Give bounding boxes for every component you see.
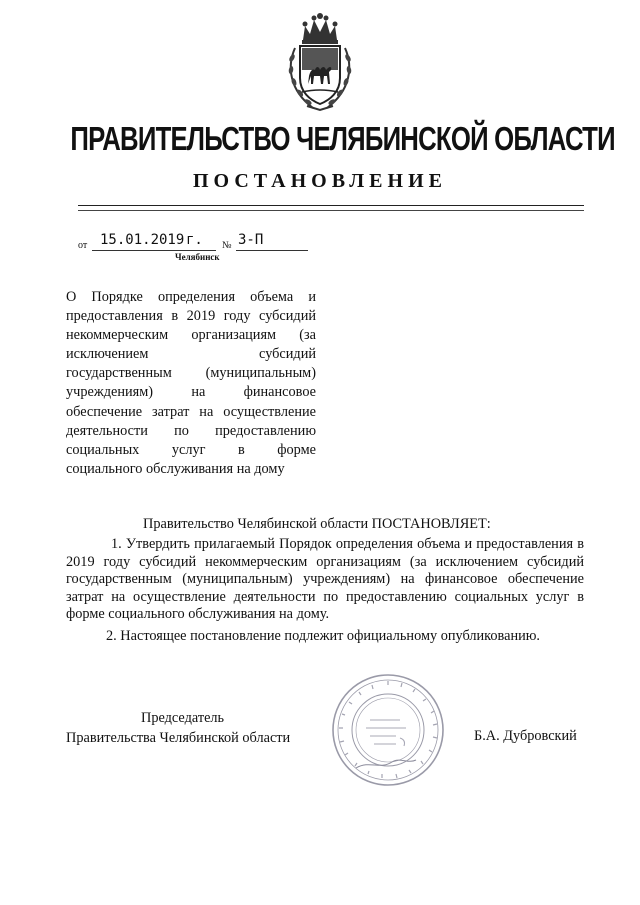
date-underline	[92, 250, 216, 251]
subject-line: государственным (муниципальным)	[66, 365, 316, 382]
subject-line: некоммерческим организациям (за	[66, 327, 316, 344]
government-title: ПРАВИТЕЛЬСТВО ЧЕЛЯБИНСКОЙ ОБЛАСТИ	[70, 120, 615, 157]
signatory-position	[66, 708, 306, 748]
subject-line: деятельности по предоставлению	[66, 422, 316, 439]
resolution-item-2: 2. Настоящее постановление подлежит официальному опубликованию.	[106, 627, 541, 644]
subject-line: социальных услуг в форме	[66, 441, 316, 458]
document-number: 3-П	[238, 232, 264, 248]
date-number-row	[78, 232, 318, 254]
resolution-body	[66, 536, 584, 646]
subject-line: исключением субсидий	[66, 346, 316, 363]
coat-of-arms-icon	[283, 10, 357, 114]
resolution-preamble: Правительство Челябинской области ПОСТАНОВЛЯЕТ:	[143, 516, 491, 532]
subject-line: О Порядке определения объема и	[66, 289, 316, 305]
signatory-name: Б.А. Дубровский	[474, 728, 577, 744]
subject-line: социального обслуживания на дому	[66, 460, 285, 477]
subject-line: обеспечение затрат на осуществление	[66, 403, 316, 420]
document-type: ПОСТАНОВЛЕНИЕ	[193, 170, 447, 192]
date-prefix: от	[78, 240, 88, 251]
resolution-item-1: 1. Утвердить прилагаемый Порядок определения объема и предоставления в 2019 году субсидий некоммерческим организациям (за исключением субсидий государственным (муниципальным) учреждениям) на финансовое обеспечение затрат на осуществление деятельности по предоставлению социальных услуг в форме социального обслуживания на дому.	[66, 536, 584, 623]
signatory-position-line-2: Правительства Челябинской области	[66, 730, 291, 746]
year-suffix: г.	[186, 232, 203, 248]
header-rule-top	[78, 205, 584, 206]
number-underline	[236, 250, 308, 251]
subject-line: учреждениям) на финансовое	[66, 384, 316, 401]
number-prefix: №	[222, 240, 232, 251]
document-subject	[66, 288, 316, 479]
subject-line: предоставления в 2019 году субсидий	[66, 308, 316, 325]
document-date: 15.01.2019	[100, 232, 185, 248]
city-label: Челябинск	[175, 252, 220, 262]
header-rule-bottom	[78, 210, 584, 211]
official-seal-stamp	[330, 672, 446, 788]
signatory-position-line-1: Председатель	[141, 710, 225, 726]
